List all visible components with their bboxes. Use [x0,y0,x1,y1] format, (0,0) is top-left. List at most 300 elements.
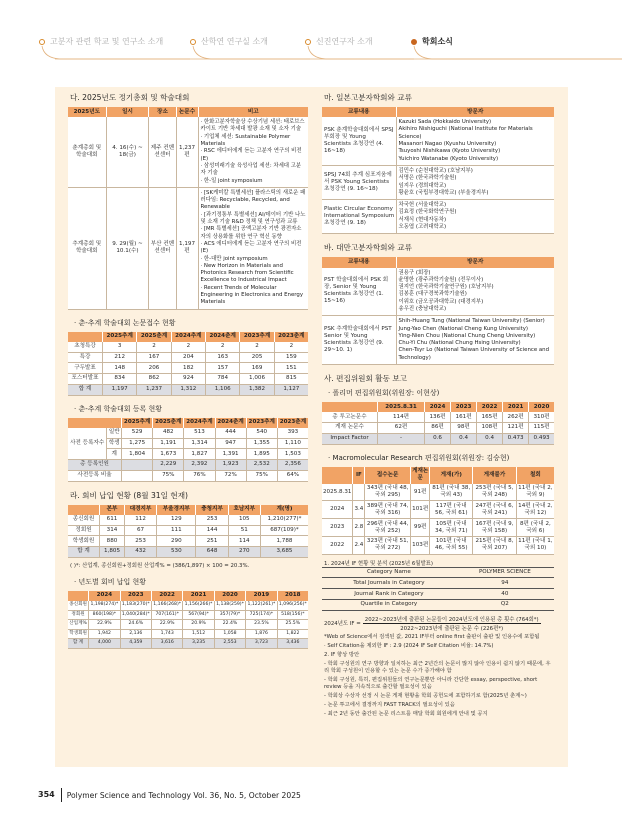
cell: 포스터발표 [68,374,103,385]
visitors-cell [396,316,554,365]
col-header: 2025춘계 [153,418,184,428]
col-header: 방문자 [396,107,554,117]
cell: 108편 [477,423,503,434]
cell: 1,040(284)* [120,610,151,620]
cell: 25.5% [277,620,308,630]
cell: 51 [228,525,260,536]
cell: 169 [240,363,274,374]
cell: 129 [157,515,196,525]
col-header: 2024춘계 [215,418,246,428]
cell: 부산 컨벤션센터 [149,187,176,309]
visitor: Chen-Tsyr Lo (National Taiwan University of Science and Technology) [398,347,549,361]
table-row [68,610,308,620]
cell: 518(156)* [277,610,308,620]
cell: 1,138(259)* [214,601,245,610]
col-header: 충청지부 [196,505,228,515]
note-line: · [과기정통부 특별세션] AI/데이터 기반 나노 및 소재 기술 R&D 정책 및 연구성과 교류 [200,211,306,226]
col-header: 게재(가) [430,467,473,484]
cell: 101편 (국내 46, 국외 55) [430,536,473,554]
right-column [322,92,554,718]
cell: 2 [240,342,274,352]
cell: 3,235 [183,639,214,649]
col-header: 철회 [516,467,554,484]
col-header: 장소 [149,107,176,117]
nav-item-society-news[interactable] [411,36,453,47]
cell: 4,359 [120,639,151,649]
cell: 2023 [322,519,353,537]
col-header: 2021 [503,402,529,412]
cell: 76% [184,470,215,481]
section-title: 라. 회비 납입 현황 (8월 31일 현재) [70,490,189,500]
fraction [363,615,541,632]
table-row [68,428,308,438]
col-header: 2023추계 [240,332,274,342]
if-formula [324,615,554,632]
cell: 98편 [451,423,477,434]
cell: 513 [184,428,215,438]
table-row [68,620,308,630]
col-header: 2025추계 [122,418,153,428]
col-header: 일시 [106,107,149,117]
cell: 81편 (국내 38, 국외 43) [430,484,473,501]
table-row [68,363,308,374]
cell: 0.4 [451,433,477,444]
cell: 2 [274,342,308,352]
cell: 24.6% [120,620,151,630]
cell: 205 [240,352,274,363]
visitor: Masanori Nagao (Kyushu University) [398,141,497,148]
cell: 4,000 [89,639,120,649]
col-header: 계(명) [260,505,308,515]
cell: 157 [206,363,240,374]
visitor: 김민수 (순천대학교) (호남지부) [398,167,473,174]
table-row [322,412,554,422]
table-row [322,484,554,501]
cell: 1,876 [246,629,277,639]
cell: 3,616 [151,639,182,649]
note-line: · Self Citation을 제외한 IF : 2.9 (2024 IF Self Citation 비율: 14.7%) [324,642,494,649]
registration-table [68,418,308,482]
cell: 22.4% [214,620,245,630]
visitor: 오동엽 (고려대학교) [398,224,447,231]
cell: 1,512 [183,629,214,639]
visitor: 김효정 (한국화학연구원) [398,209,457,216]
cell: 1,743 [151,629,182,639]
cell: 0.4 [477,433,503,444]
visitor: Jung-Yao Chen (National Cheng Kung University) [398,325,528,332]
cell: 1,197 [103,384,137,395]
visitor: 김봉훈 (대구경북과학기술원) [398,291,467,298]
cell: 253 [124,536,156,547]
col-header: 논문수 [176,107,198,117]
japan-exchange-table [322,107,554,234]
cell: 323편 (국내 51, 국외 272) [365,536,411,554]
cell: 947 [215,438,246,449]
yearly-dues-table [68,591,308,649]
mr-editorial-table [322,467,554,555]
if-analysis-table [322,567,554,611]
nav-item-school-intro[interactable] [39,36,163,47]
event-cell: PSK 춘계학술대회에서 SPSJ 부회장 및 Young Scientists 초청강연 (4. 16~18) [322,117,396,165]
cell: 0.473 [503,433,529,444]
cell: 136편 [425,412,451,422]
table-row [68,629,308,639]
if-analysis-title: 1. 2024년 IF 현황 및 분석 (2025년 6월발표) [324,560,433,567]
cell: 학생 [107,438,122,449]
cell: 115편 [529,423,554,434]
cell: 725(174)* [246,610,277,620]
cell: 3,685 [260,547,308,558]
cell: 159 [274,352,308,363]
total-row [68,460,308,471]
visitors-cell [396,117,554,165]
cell: 144 [196,525,228,536]
cell: 121편 [503,423,529,434]
table-row [322,501,554,519]
cell: 389편 (국내 74, 국외 316) [365,501,411,519]
cell: 합 계 [68,639,89,649]
col-header: 게재불가 [473,467,517,484]
cell [122,460,153,471]
table-row [322,200,554,234]
cell: 1,822 [277,629,308,639]
col-header: 호남지부 [228,505,260,515]
col-header: 2022 [151,591,182,601]
col-header [68,505,100,515]
cell: 167편 (국내 9, 국외 158) [473,519,517,537]
cell: 2,136 [120,629,151,639]
cell: 1,923 [215,460,246,471]
table-row [322,268,554,316]
nav-label: 산학연 연구실 소개 [201,37,268,46]
cell: 2024 [322,501,353,519]
note-line: *Web of Science에서 검색된 값, 2021 IF부터 online first 출판이 출판 및 인용수에 포함됨 [324,633,540,640]
cell: 2.4 [353,536,365,554]
visitor: Kazuki Sada (Hokkaido University) [398,119,492,126]
col-header: 2018 [277,591,308,601]
cell: 2,532 [246,460,277,471]
table-row [322,589,554,600]
col-header: 접수논문 [365,467,411,484]
cell: 86편 [425,423,451,434]
table-row [68,187,308,309]
col-header: 본부 [100,505,125,515]
cell: - [378,433,425,444]
table-row [322,423,554,434]
col-header: 교류내용 [322,107,396,117]
table-row [322,567,554,578]
event-cell: Plastic Circular Economy International Symposium 초청강연 (9. 18) [322,200,396,234]
cell: 253편 (국내 5, 국외 248) [473,484,517,501]
cell: 2 [137,342,171,352]
col-header: 교류내용 [322,257,396,267]
col-header [68,591,89,601]
nav-item-lab-intro[interactable] [190,36,268,47]
cell: 게재 논문수 [322,423,378,434]
cell: 2,229 [153,460,184,471]
cell: 67 [124,525,156,536]
cell: 94 [456,578,554,589]
cell: 784 [206,374,240,385]
cell: 특강 [68,352,103,363]
cell: 1,166(268)* [151,601,182,610]
table-row [68,117,308,187]
cell: 8편 (국내 2, 국외 6) [516,519,554,537]
cell: 총 등록인원 [68,460,122,471]
cell: 567(94)* [183,610,214,620]
cell: 91편 [410,484,430,501]
col-header: 2023춘계 [277,418,308,428]
note-line: · ACS 에디터에게 듣는 고분자 연구의 비전 (E) [200,240,302,255]
nav-item-researcher-intro[interactable] [305,36,373,47]
cell: 75% [246,470,277,481]
cell: 114 [228,536,260,547]
col-header: 2024 [425,402,451,412]
cell: 2022 [322,536,353,554]
subsection-title: · 춘-추계 학술대회 논문접수 현황 [74,318,176,327]
visitors-cell [396,268,554,316]
cell: 1,312 [171,384,205,395]
cell: 4. 16(수) ~ 18(금) [106,117,149,187]
table-row [68,352,308,363]
cell: 40 [456,589,554,600]
cell: 1,237편 [176,117,198,187]
cell: 2 [206,342,240,352]
col-header: 2020 [214,591,245,601]
cell: Journal Rank in Category [322,589,456,600]
cell: 860(198)* [89,610,120,620]
col-header [322,402,378,412]
cell: 611 [100,515,125,525]
table-row [322,519,554,537]
cell: 924 [171,374,205,385]
cell: 0.493 [529,433,554,444]
cell: 253 [196,515,228,525]
cell: 393 [277,428,308,438]
cell: 9. 29(월) ~ 10.1(수) [106,187,149,309]
cell: 11편 (국내 2, 국외 9) [516,484,554,501]
note-line: - 학회 구성원, 특히, 편집위원들의 연구논문뿐만 아니라 간단한 essay, perspective, short review 등을 지속적으로 출간할 필요성이 있음 [324,676,538,690]
cell: 2.8 [353,519,365,537]
cell: 62편 [378,423,425,434]
cell: 270 [228,547,260,558]
cell: 종신회원 [68,515,100,525]
denominator: 2022~2023년에 출판된 논문 수 (226편*) [400,625,504,632]
cell: Category Name [322,567,456,578]
cell: 707(161)* [151,610,182,620]
header-row [322,467,554,484]
cell: 204 [171,352,205,363]
cell: 314 [100,525,125,536]
table-row [68,525,308,536]
cell: 1,503 [277,449,308,460]
col-header: 2024추계 [184,418,215,428]
cell: 종신회원 [68,601,89,610]
cell [353,484,365,501]
visitor: 임지우 (경희대학교) [398,182,447,189]
cell: 22.9% [89,620,120,630]
col-header: 게재논문 [410,467,430,484]
cell: 총 투고논문수 [322,412,378,422]
subsection-title: · 춘-추계 학술대회 등록 현황 [74,404,163,413]
visitor: 송우진 (충남대학교) [398,305,447,312]
cell: 계 [107,449,122,460]
cell: 2,392 [184,460,215,471]
cell: 862 [137,374,171,385]
cell: 산업계% [68,620,89,630]
table-row [322,316,554,365]
cell: 정회원 [68,525,100,536]
general-meeting-table [68,107,308,310]
nav-label: 학회소식 [422,37,453,46]
cell: 추계총회 및 학술대회 [68,187,106,309]
cell: 1,804 [122,449,153,460]
notes-cell [198,117,308,187]
table-row [68,342,308,352]
cell: 1,673 [153,449,184,460]
cell: 290 [157,536,196,547]
cell: Total Journals in Category [322,578,456,589]
cell: 23.5% [246,620,277,630]
cell: 687(109)* [260,525,308,536]
header-row [322,402,554,412]
table-row [68,515,308,525]
note-line: - 최근 2년 동안 출간된 논문 리스트를 매달 학회 회원에게 안내 및 공지 [324,710,488,717]
cell: 343편 (국내 48, 국외 295) [365,484,411,501]
table-row [322,117,554,165]
cell: 103편 [410,536,430,554]
col-header: 2021 [183,591,214,601]
header-row [68,332,308,342]
cell: 11편 (국내 1, 국외 10) [516,536,554,554]
cell: 3,436 [277,639,308,649]
cell: 880 [100,536,125,547]
cell: 2,356 [277,460,308,471]
col-header: IF [353,467,365,484]
cell: 1,058 [214,629,245,639]
cell: 합 계 [68,384,103,395]
cell: 1,197편 [176,187,198,309]
subsection-title: · 년도별 회비 납입 현황 [74,577,146,586]
table-row [322,599,554,610]
total-row [68,384,308,395]
event-cell: SPSJ 74회 추계 심포지움에서 PSK Young Scientists 초청강연 (9. 16~18) [322,165,396,199]
cell: 1,788 [260,536,308,547]
total-row [68,639,308,649]
cell: 3.4 [353,501,365,519]
note-line: · RSC 에디터에게 듣는 고분자 연구의 비전 (E) [200,148,302,162]
cell: Impact Factor [322,433,378,444]
cell: 1,275 [122,438,153,449]
cell: 75% [153,470,184,481]
papers-received-table [68,332,308,396]
cell: 105편 (국내 34, 국외 71) [430,519,473,537]
note-line: · New Horizon in Materials and Photonics Research from Scientific Excellence to Industrical Impact [200,262,294,284]
cell: 99편 [410,519,430,537]
cell: 22.9% [151,620,182,630]
cell: 648 [196,547,228,558]
cell: 117편 (국내 56, 국외 61) [430,501,473,519]
left-column [68,92,308,649]
col-header [68,418,122,428]
col-header: 2024추계 [171,332,205,342]
cell: 815 [274,374,308,385]
cell: 1,106 [206,384,240,395]
visitor: 이위호 (금오공과대학교) (대경지부) [398,298,484,305]
cell: 1,942 [89,629,120,639]
cell: 1,382 [240,384,274,395]
cell: 247편 (국내 6, 국외 241) [473,501,517,519]
col-header: 비고 [198,107,308,117]
col-header: 2025추계 [103,332,137,342]
cell: 212 [103,352,137,363]
row-group-label: 사전 등록자수 [68,428,107,460]
cell: 1,237 [137,384,171,395]
cell: 1,355 [246,438,277,449]
cell: 101편 [410,501,430,519]
visitors-cell [396,200,554,234]
cell: 14편 (국내 2, 국외 12) [516,501,554,519]
visitor: Tsuyoshi Nishikawa (Kyoto University) [398,148,501,155]
visitor: 서명은 (한국과학기술원) [398,175,457,182]
cell: 114편 [378,412,425,422]
note-line: · 삼성미래기술 육성사업 세션: 차세대 고분자 기술 [200,162,302,177]
note-line: 2. IF 향상 방안 [324,651,360,658]
total-row [68,547,308,558]
col-header: 대경지부 [124,505,156,515]
note-line: · 한화고분자학술상 수상기념 세션: 태로브스카이트 기반 차세대 발광 소재 및 소자 기술 [200,119,305,133]
cell: 정회원 [68,610,89,620]
page-footer [38,788,301,802]
cell: 1,191 [153,438,184,449]
cell: 1,198(274)* [89,601,120,610]
visitor: 권용구 (회장) [398,269,431,276]
cell: 482 [153,428,184,438]
cell: 1,314 [184,438,215,449]
dues-table [68,505,308,558]
visitor: Shih-Huang Tung (National Taiwan University) (Senior) [398,318,545,325]
note-line: - 학회 구성원의 연구 방향과 일치하는 최근 2년간의 논문이 많지 않아 인용이 쉽지 않기 때문에, 우리 학회 구성원이 인용할 수 있는 논문 수가 증가해야 함 [324,660,551,674]
cell: 165편 [477,412,503,422]
polymer-editorial-table [322,402,554,444]
col-header: 2023 [120,591,151,601]
cell: 148 [103,363,137,374]
taiwan-exchange-table [322,257,554,365]
cell: 1,127 [274,384,308,395]
cell: 111 [157,525,196,536]
note-line: · Recent Trends of Molecular Engineering in Electronics and Energy Materials [200,284,304,306]
cell: 합 계 [68,547,100,558]
cell: 163 [206,352,240,363]
nav-label: 신진연구자 소개 [316,37,373,46]
cell: 1,895 [246,449,277,460]
cell: 357(79)* [214,610,245,620]
visitors-cell [396,165,554,199]
col-header: 방문자 [396,257,554,267]
cell: 사전등록 비율 [68,470,122,481]
cell: 64% [277,470,308,481]
event-cell: PSK 추계학술대회에서 PST Senior 및 Young Scientists 초청강연 (9. 29~10. 1) [322,316,396,365]
col-header [322,467,353,484]
cell: 1,805 [100,547,125,558]
col-header: 부울경지부 [157,505,196,515]
col-header: 2025춘계 [137,332,171,342]
col-header: 2025년도 [68,107,106,117]
note-line: · 한-대만 joint symposium [200,255,268,262]
cell: POLYMER SCIENCE [456,567,554,578]
cell: 2025.8.31 [322,484,353,501]
visitor: 황윤호 (국립부경대학교) (부울경지부) [398,189,489,196]
